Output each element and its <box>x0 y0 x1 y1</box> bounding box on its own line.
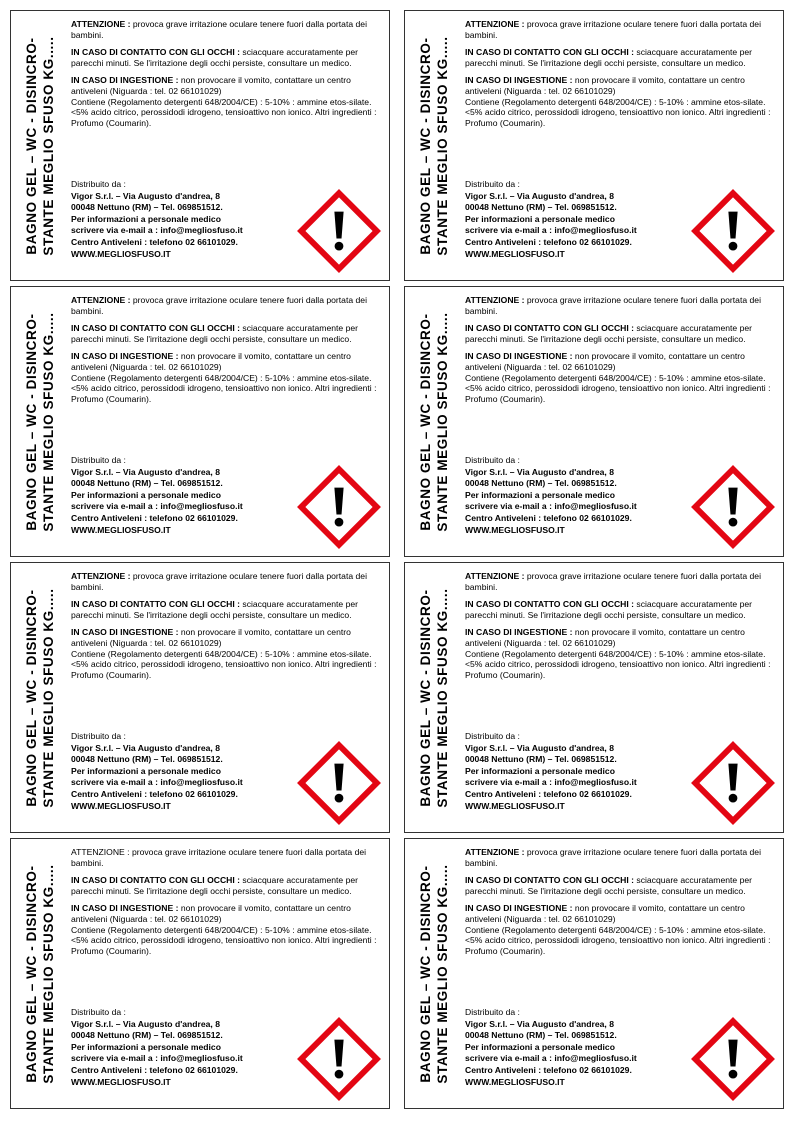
ingestion-paragraph <box>465 351 780 372</box>
product-name-line-1: BAGNO GEL – WC - DISINCRO- <box>24 864 39 1083</box>
contact-email: scrivere via e-mail a : info@megliosfuso.it <box>71 225 243 236</box>
eyes-text: sciacquare accuratamente per parecchi minuti. Se l'irritazione degli occhi persiste, consultare un medico. <box>71 323 359 344</box>
distributor-company: Vigor S.r.l. – Via Augusto d'andrea, 8 <box>71 1018 220 1029</box>
attention-title: ATTENZIONE : <box>71 19 131 29</box>
product-label-2 <box>404 10 784 281</box>
eyes-title: IN CASO DI CONTATTO CON GLI OCCHI : <box>465 875 635 886</box>
ingestion-paragraph <box>465 903 780 924</box>
ghs-exclamation-icon <box>691 741 775 825</box>
product-name-line-1: BAGNO GEL – WC - DISINCRO- <box>24 588 39 807</box>
ingestion-text: non provocare il vomito, contattare un centro antiveleni (Niguarda : tel. 02 66101029) <box>71 627 351 648</box>
composition-paragraph: Contiene (Regolamento detergenti 648/2004/CE) : 5-10% : ammine etos-silate. <5% acido citrico, perossidodi idrogeno, tensioattivo non ionico. Altri ingredienti : Profumo (Coumarin). <box>71 372 377 404</box>
ingestion-paragraph <box>71 903 386 924</box>
eyes-paragraph <box>71 875 386 896</box>
distributor-company: Vigor S.r.l. – Via Augusto d'andrea, 8 <box>71 190 220 201</box>
distributor-intro: Distribuito da : <box>71 1007 126 1017</box>
attention-title: ATTENZIONE : <box>71 571 131 581</box>
product-label-1 <box>10 10 390 281</box>
contact-email: scrivere via e-mail a : info@megliosfuso.it <box>71 777 243 788</box>
product-name-line-2: STANTE MEGLIO SFUSO KG..... <box>435 863 450 1084</box>
website: WWW.MEGLIOSFUSO.IT <box>465 524 565 535</box>
composition-paragraph: Contiene (Regolamento detergenti 648/2004/CE) : 5-10% : ammine etos-silate. <5% acido citrico, perossidodi idrogeno, tensioattivo non ionico. Altri ingredienti : Profumo (Coumarin). <box>465 924 771 956</box>
ghs-exclamation-icon <box>691 1017 775 1101</box>
distributor-city: 00048 Nettuno (RM) – Tel. 069851512. <box>71 478 223 489</box>
ingestion-text: non provocare il vomito, contattare un centro antiveleni (Niguarda : tel. 02 66101029) <box>71 75 351 96</box>
distributor-company: Vigor S.r.l. – Via Augusto d'andrea, 8 <box>71 742 220 753</box>
attention-paragraph <box>71 571 386 592</box>
ghs-exclamation-icon <box>297 465 381 549</box>
medical-info: Per informazioni a personale medico <box>71 1041 221 1052</box>
poison-center: Centro Antiveleni : telefono 02 66101029. <box>71 236 238 247</box>
distributor-city: 00048 Nettuno (RM) – Tel. 069851512. <box>465 478 617 489</box>
product-name-line-2: STANTE MEGLIO SFUSO KG..... <box>435 35 450 256</box>
website: WWW.MEGLIOSFUSO.IT <box>465 1076 565 1087</box>
product-name-vertical <box>411 17 457 274</box>
distributor-intro: Distribuito da : <box>71 731 126 741</box>
product-label-7 <box>10 838 390 1109</box>
eyes-title: IN CASO DI CONTATTO CON GLI OCCHI : <box>71 47 241 58</box>
product-name-vertical <box>411 293 457 550</box>
distributor-block <box>71 731 291 812</box>
product-name-vertical <box>411 569 457 826</box>
attention-text: provoca grave irritazione oculare tenere fuori dalla portata dei bambini. <box>465 19 761 40</box>
ingestion-text: non provocare il vomito, contattare un centro antiveleni (Niguarda : tel. 02 66101029) <box>465 75 745 96</box>
distributor-block <box>465 1007 685 1088</box>
eyes-text: sciacquare accuratamente per parecchi minuti. Se l'irritazione degli occhi persiste, consultare un medico. <box>465 875 753 896</box>
composition-paragraph: Contiene (Regolamento detergenti 648/2004/CE) : 5-10% : ammine etos-silate. <5% acido citrico, perossidodi idrogeno, tensioattivo non ionico. Altri ingredienti : Profumo (Coumarin). <box>465 648 771 680</box>
composition-paragraph: Contiene (Regolamento detergenti 648/2004/CE) : 5-10% : ammine etos-silate. <5% acido citrico, perossidodi idrogeno, tensioattivo non ionico. Altri ingredienti : Profumo (Coumarin). <box>71 924 377 956</box>
medical-info: Per informazioni a personale medico <box>465 1041 615 1052</box>
eyes-title: IN CASO DI CONTATTO CON GLI OCCHI : <box>71 875 241 886</box>
website: WWW.MEGLIOSFUSO.IT <box>71 524 171 535</box>
distributor-city: 00048 Nettuno (RM) – Tel. 069851512. <box>465 202 617 213</box>
ingestion-paragraph <box>71 351 386 372</box>
ingestion-paragraph <box>71 627 386 648</box>
distributor-company: Vigor S.r.l. – Via Augusto d'andrea, 8 <box>465 1018 614 1029</box>
eyes-title: IN CASO DI CONTATTO CON GLI OCCHI : <box>71 599 241 610</box>
attention-paragraph <box>465 847 780 868</box>
distributor-city: 00048 Nettuno (RM) – Tel. 069851512. <box>71 202 223 213</box>
warning-text <box>465 571 780 687</box>
warning-text <box>465 295 780 411</box>
poison-center: Centro Antiveleni : telefono 02 66101029. <box>465 512 632 523</box>
contact-email: scrivere via e-mail a : info@megliosfuso.it <box>465 225 637 236</box>
medical-info: Per informazioni a personale medico <box>465 213 615 224</box>
website: WWW.MEGLIOSFUSO.IT <box>465 248 565 259</box>
eyes-text: sciacquare accuratamente per parecchi minuti. Se l'irritazione degli occhi persiste, consultare un medico. <box>465 47 753 68</box>
product-name-line-2: STANTE MEGLIO SFUSO KG..... <box>41 587 56 808</box>
ingestion-text: non provocare il vomito, contattare un centro antiveleni (Niguarda : tel. 02 66101029) <box>465 351 745 372</box>
ingestion-title: IN CASO DI INGESTIONE : <box>465 75 573 86</box>
ingestion-text: non provocare il vomito, contattare un centro antiveleni (Niguarda : tel. 02 66101029) <box>71 351 351 372</box>
eyes-paragraph <box>465 875 780 896</box>
ingestion-title: IN CASO DI INGESTIONE : <box>71 75 179 86</box>
ingestion-paragraph <box>465 627 780 648</box>
ghs-exclamation-icon <box>297 741 381 825</box>
attention-text: provoca grave irritazione oculare tenere fuori dalla portata dei bambini. <box>465 295 761 316</box>
composition-paragraph: Contiene (Regolamento detergenti 648/2004/CE) : 5-10% : ammine etos-silate. <5% acido citrico, perossidodi idrogeno, tensioattivo non ionico. Altri ingredienti : Profumo (Coumarin). <box>465 96 771 128</box>
product-name-vertical <box>17 569 63 826</box>
composition-paragraph: Contiene (Regolamento detergenti 648/2004/CE) : 5-10% : ammine etos-silate. <5% acido citrico, perossidodi idrogeno, tensioattivo non ionico. Altri ingredienti : Profumo (Coumarin). <box>71 648 377 680</box>
contact-email: scrivere via e-mail a : info@megliosfuso.it <box>71 501 243 512</box>
distributor-city: 00048 Nettuno (RM) – Tel. 069851512. <box>71 754 223 765</box>
eyes-paragraph <box>465 599 780 620</box>
distributor-intro: Distribuito da : <box>71 179 126 189</box>
attention-title: ATTENZIONE : <box>465 571 525 581</box>
ingestion-title: IN CASO DI INGESTIONE : <box>465 627 573 638</box>
product-name-line-1: BAGNO GEL – WC - DISINCRO- <box>418 588 433 807</box>
attention-text: provoca grave irritazione oculare tenere fuori dalla portata dei bambini. <box>71 847 367 868</box>
contact-email: scrivere via e-mail a : info@megliosfuso.it <box>465 777 637 788</box>
eyes-text: sciacquare accuratamente per parecchi minuti. Se l'irritazione degli occhi persiste, consultare un medico. <box>71 599 359 620</box>
attention-paragraph <box>465 295 780 316</box>
attention-title: ATTENZIONE : <box>465 295 525 305</box>
eyes-paragraph <box>71 323 386 344</box>
distributor-block <box>71 1007 291 1088</box>
distributor-city: 00048 Nettuno (RM) – Tel. 069851512. <box>465 1030 617 1041</box>
product-name-vertical <box>17 845 63 1102</box>
ghs-exclamation-icon <box>297 189 381 273</box>
ingestion-paragraph <box>465 75 780 96</box>
eyes-paragraph <box>465 323 780 344</box>
website: WWW.MEGLIOSFUSO.IT <box>465 800 565 811</box>
composition-paragraph: Contiene (Regolamento detergenti 648/2004/CE) : 5-10% : ammine etos-silate. <5% acido citrico, perossidodi idrogeno, tensioattivo non ionico. Altri ingredienti : Profumo (Coumarin). <box>71 96 377 128</box>
warning-text <box>71 571 386 687</box>
distributor-block <box>465 179 685 260</box>
poison-center: Centro Antiveleni : telefono 02 66101029. <box>71 512 238 523</box>
product-name-vertical <box>411 845 457 1102</box>
attention-text: provoca grave irritazione oculare tenere fuori dalla portata dei bambini. <box>465 847 761 868</box>
product-label-3 <box>10 286 390 557</box>
attention-title: ATTENZIONE : <box>465 847 525 857</box>
ghs-exclamation-icon <box>691 465 775 549</box>
warning-text <box>71 19 386 135</box>
attention-paragraph <box>71 19 386 40</box>
product-name-line-1: BAGNO GEL – WC - DISINCRO- <box>24 312 39 531</box>
distributor-company: Vigor S.r.l. – Via Augusto d'andrea, 8 <box>465 466 614 477</box>
product-name-line-1: BAGNO GEL – WC - DISINCRO- <box>418 312 433 531</box>
ingestion-title: IN CASO DI INGESTIONE : <box>71 627 179 638</box>
eyes-paragraph <box>71 47 386 68</box>
eyes-paragraph <box>71 599 386 620</box>
product-label-6 <box>404 562 784 833</box>
eyes-title: IN CASO DI CONTATTO CON GLI OCCHI : <box>465 47 635 58</box>
ingestion-title: IN CASO DI INGESTIONE : <box>71 351 179 362</box>
distributor-city: 00048 Nettuno (RM) – Tel. 069851512. <box>71 1030 223 1041</box>
product-name-vertical <box>17 293 63 550</box>
poison-center: Centro Antiveleni : telefono 02 66101029. <box>71 1064 238 1075</box>
distributor-intro: Distribuito da : <box>465 731 520 741</box>
ingestion-title: IN CASO DI INGESTIONE : <box>465 903 573 914</box>
warning-text <box>465 847 780 963</box>
website: WWW.MEGLIOSFUSO.IT <box>71 248 171 259</box>
medical-info: Per informazioni a personale medico <box>71 765 221 776</box>
attention-text: provoca grave irritazione oculare tenere fuori dalla portata dei bambini. <box>71 571 367 592</box>
warning-text <box>71 295 386 411</box>
product-label-8 <box>404 838 784 1109</box>
ingestion-title: IN CASO DI INGESTIONE : <box>71 903 179 914</box>
product-name-line-1: BAGNO GEL – WC - DISINCRO- <box>418 864 433 1083</box>
product-name-line-1: BAGNO GEL – WC - DISINCRO- <box>24 36 39 255</box>
attention-text: provoca grave irritazione oculare tenere fuori dalla portata dei bambini. <box>71 19 367 40</box>
contact-email: scrivere via e-mail a : info@megliosfuso.it <box>465 501 637 512</box>
ingestion-text: non provocare il vomito, contattare un centro antiveleni (Niguarda : tel. 02 66101029) <box>465 903 745 924</box>
eyes-text: sciacquare accuratamente per parecchi minuti. Se l'irritazione degli occhi persiste, consultare un medico. <box>71 875 359 896</box>
product-name-vertical <box>17 17 63 274</box>
warning-text <box>465 19 780 135</box>
composition-paragraph: Contiene (Regolamento detergenti 648/2004/CE) : 5-10% : ammine etos-silate. <5% acido citrico, perossidodi idrogeno, tensioattivo non ionico. Altri ingredienti : Profumo (Coumarin). <box>465 372 771 404</box>
poison-center: Centro Antiveleni : telefono 02 66101029. <box>465 236 632 247</box>
attention-paragraph <box>465 571 780 592</box>
attention-text: provoca grave irritazione oculare tenere fuori dalla portata dei bambini. <box>465 571 761 592</box>
distributor-block <box>465 455 685 536</box>
ingestion-paragraph <box>71 75 386 96</box>
medical-info: Per informazioni a personale medico <box>465 489 615 500</box>
product-name-line-1: BAGNO GEL – WC - DISINCRO- <box>418 36 433 255</box>
distributor-intro: Distribuito da : <box>71 455 126 465</box>
distributor-city: 00048 Nettuno (RM) – Tel. 069851512. <box>465 754 617 765</box>
distributor-company: Vigor S.r.l. – Via Augusto d'andrea, 8 <box>71 466 220 477</box>
distributor-block <box>71 455 291 536</box>
distributor-intro: Distribuito da : <box>465 179 520 189</box>
attention-title: ATTENZIONE : <box>465 19 525 29</box>
product-name-line-2: STANTE MEGLIO SFUSO KG..... <box>435 587 450 808</box>
website: WWW.MEGLIOSFUSO.IT <box>71 1076 171 1087</box>
eyes-paragraph <box>465 47 780 68</box>
medical-info: Per informazioni a personale medico <box>71 213 221 224</box>
product-name-line-2: STANTE MEGLIO SFUSO KG..... <box>41 35 56 256</box>
attention-title: ATTENZIONE : <box>71 295 131 305</box>
product-name-line-2: STANTE MEGLIO SFUSO KG..... <box>435 311 450 532</box>
product-label-5 <box>10 562 390 833</box>
distributor-company: Vigor S.r.l. – Via Augusto d'andrea, 8 <box>465 190 614 201</box>
attention-text: provoca grave irritazione oculare tenere fuori dalla portata dei bambini. <box>71 295 367 316</box>
website: WWW.MEGLIOSFUSO.IT <box>71 800 171 811</box>
attention-title: ATTENZIONE : <box>71 847 130 857</box>
eyes-text: sciacquare accuratamente per parecchi minuti. Se l'irritazione degli occhi persiste, consultare un medico. <box>465 599 753 620</box>
contact-email: scrivere via e-mail a : info@megliosfuso.it <box>465 1053 637 1064</box>
distributor-intro: Distribuito da : <box>465 455 520 465</box>
eyes-text: sciacquare accuratamente per parecchi minuti. Se l'irritazione degli occhi persiste, consultare un medico. <box>71 47 359 68</box>
eyes-text: sciacquare accuratamente per parecchi minuti. Se l'irritazione degli occhi persiste, consultare un medico. <box>465 323 753 344</box>
ingestion-text: non provocare il vomito, contattare un centro antiveleni (Niguarda : tel. 02 66101029) <box>465 627 745 648</box>
ghs-exclamation-icon <box>691 189 775 273</box>
attention-paragraph <box>71 847 386 868</box>
attention-paragraph <box>465 19 780 40</box>
product-name-line-2: STANTE MEGLIO SFUSO KG..... <box>41 311 56 532</box>
distributor-block <box>465 731 685 812</box>
distributor-block <box>71 179 291 260</box>
distributor-company: Vigor S.r.l. – Via Augusto d'andrea, 8 <box>465 742 614 753</box>
eyes-title: IN CASO DI CONTATTO CON GLI OCCHI : <box>465 599 635 610</box>
ingestion-title: IN CASO DI INGESTIONE : <box>465 351 573 362</box>
product-name-line-2: STANTE MEGLIO SFUSO KG..... <box>41 863 56 1084</box>
medical-info: Per informazioni a personale medico <box>465 765 615 776</box>
eyes-title: IN CASO DI CONTATTO CON GLI OCCHI : <box>465 323 635 334</box>
poison-center: Centro Antiveleni : telefono 02 66101029. <box>465 1064 632 1075</box>
warning-text <box>71 847 386 963</box>
poison-center: Centro Antiveleni : telefono 02 66101029. <box>71 788 238 799</box>
distributor-intro: Distribuito da : <box>465 1007 520 1017</box>
attention-paragraph <box>71 295 386 316</box>
contact-email: scrivere via e-mail a : info@megliosfuso.it <box>71 1053 243 1064</box>
product-label-4 <box>404 286 784 557</box>
ghs-exclamation-icon <box>297 1017 381 1101</box>
medical-info: Per informazioni a personale medico <box>71 489 221 500</box>
poison-center: Centro Antiveleni : telefono 02 66101029. <box>465 788 632 799</box>
ingestion-text: non provocare il vomito, contattare un centro antiveleni (Niguarda : tel. 02 66101029) <box>71 903 351 924</box>
eyes-title: IN CASO DI CONTATTO CON GLI OCCHI : <box>71 323 241 334</box>
